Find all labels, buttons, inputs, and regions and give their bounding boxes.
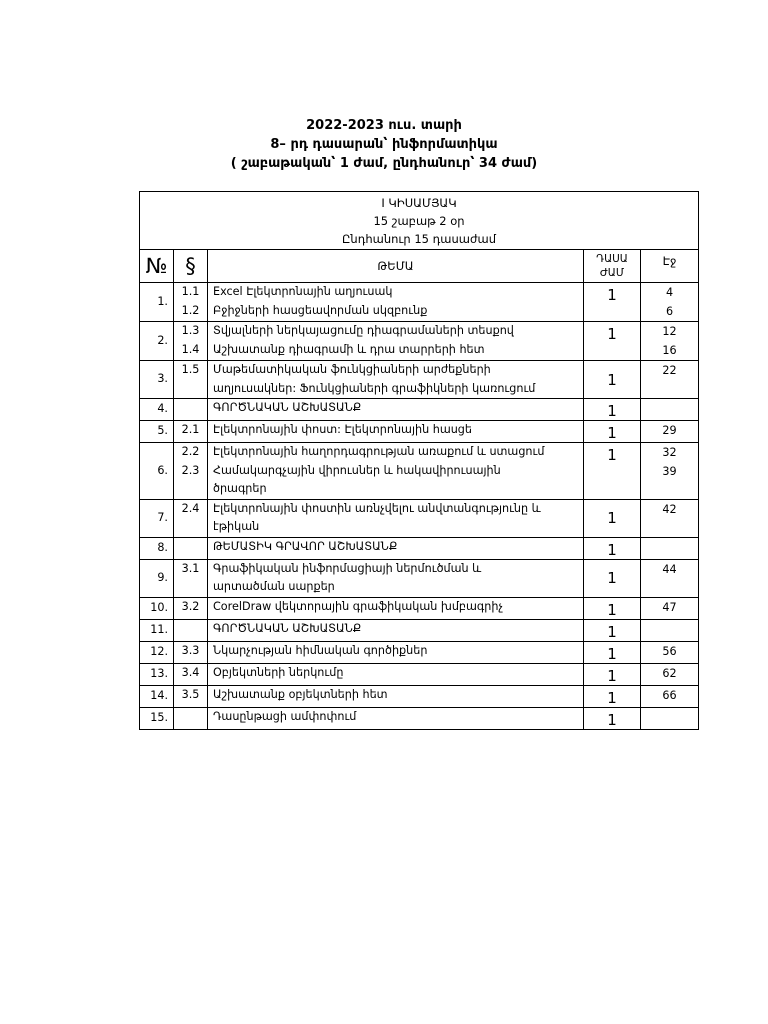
paragraph-number: 1.4: [181, 342, 200, 356]
page-number: 42: [662, 502, 677, 516]
row-topic: [208, 559, 584, 597]
topic-line: Էլեկտրոնային փոստին առնչվելու անվտանգությունը և: [213, 501, 541, 515]
row-number: 11.: [140, 619, 174, 641]
row-pages: [641, 685, 699, 707]
row-topic: [208, 597, 584, 619]
row-number: 10.: [140, 597, 174, 619]
semester-header-row: [140, 192, 699, 250]
row-paragraphs: [174, 707, 208, 729]
topic-line: Տվյալների ներկայացումը դիագրամաների տեսքով: [213, 324, 514, 337]
table-row: [140, 537, 699, 559]
column-header-row: [140, 250, 699, 283]
topic-line: արտածման սարքեր: [213, 580, 335, 593]
semester-total: Ընդհանուր 15 դասաժամ: [342, 232, 497, 246]
semester-weeks: 15 շաբաթ 2 օր: [373, 214, 465, 228]
grade-subject-title: 8– րդ դասարան՝ ինֆորմատիկա: [270, 137, 498, 152]
row-hours: 1: [584, 421, 641, 443]
page-number: 39: [662, 464, 677, 478]
page-number: 47: [662, 600, 677, 614]
curriculum-table: [139, 191, 699, 730]
page-number: 29: [662, 424, 677, 437]
page-number: 66: [662, 688, 677, 702]
row-paragraphs: [174, 399, 208, 421]
row-hours: 1: [584, 283, 641, 322]
row-topic: [208, 399, 584, 421]
row-topic: [208, 619, 584, 641]
row-pages: [641, 399, 699, 421]
row-topic: [208, 499, 584, 537]
topic-line: աղյուսակներ: Ֆունկցիաների գրաֆիկների կառուցում: [213, 381, 536, 395]
column-header-paragraph: §: [174, 250, 208, 283]
topic-line: Բջիջների հասցեավորման սկզբունք: [213, 303, 428, 317]
row-pages: [641, 443, 699, 500]
row-number: 2.: [140, 322, 174, 361]
table-row: [140, 685, 699, 707]
topic-line: Աշխատանք օբյեկտների հետ: [213, 687, 388, 701]
row-paragraphs: [174, 663, 208, 685]
row-pages: [641, 283, 699, 322]
topic-line: Դասընթացի ամփոփում: [213, 709, 357, 723]
page-number: 6: [665, 304, 674, 318]
row-topic: [208, 663, 584, 685]
table-row: [140, 663, 699, 685]
row-topic: [208, 421, 584, 443]
hours-summary: ( շաբաթական՝ 1 ժամ, ընդհանուր՝ 34 ժամ): [230, 156, 538, 171]
row-hours: 1: [584, 443, 641, 500]
page-number: 56: [662, 644, 677, 658]
row-paragraphs: [174, 421, 208, 443]
page-number: 12: [662, 325, 677, 338]
topic-line: Էլեկտրոնային փոստ: Էլեկտրոնային հասցե: [213, 423, 472, 436]
row-number: 3.: [140, 361, 174, 399]
row-paragraphs: [174, 537, 208, 559]
table-row: [140, 499, 699, 537]
table-row: [140, 641, 699, 663]
row-pages: [641, 663, 699, 685]
row-paragraphs: [174, 619, 208, 641]
row-topic: [208, 537, 584, 559]
topic-line: ԹԵՄԱՏԻԿ ԳՐԱՎՈՐ ԱՇԽԱՏԱՆՔ: [213, 539, 398, 553]
table-row: [140, 707, 699, 729]
table-row: [140, 283, 699, 322]
row-pages: [641, 499, 699, 537]
topic-line: CorelDraw վեկտորային գրաֆիկական խմբագրիչ: [213, 599, 503, 613]
row-paragraphs: [174, 685, 208, 707]
table-row: [140, 559, 699, 597]
row-hours: 1: [584, 707, 641, 729]
row-hours: 1: [584, 559, 641, 597]
paragraph-number: 3.2: [181, 599, 200, 613]
topic-line: Աշխատանք դիագրամի և դրա տարրերի հետ: [213, 342, 485, 356]
topic-line: ԳՈՐԾՆԱԿԱՆ ԱՇԽԱՏԱՆՔ: [213, 401, 362, 414]
table-row: [140, 399, 699, 421]
page-number: 44: [662, 562, 677, 576]
row-pages: [641, 322, 699, 361]
row-pages: [641, 641, 699, 663]
page-number: 62: [662, 666, 677, 680]
paragraph-number: 3.1: [181, 561, 200, 575]
row-number: 12.: [140, 641, 174, 663]
row-paragraphs: [174, 559, 208, 597]
paragraph-number: 1.5: [181, 363, 200, 376]
topic-line: ԳՈՐԾՆԱԿԱՆ ԱՇԽԱՏԱՆՔ: [213, 621, 362, 635]
row-topic: [208, 707, 584, 729]
row-hours: 1: [584, 641, 641, 663]
row-number: 8.: [140, 537, 174, 559]
paragraph-number: 2.3: [181, 463, 200, 477]
topic-line: Գրաֆիկական ինֆորմացիայի ներմուծման և: [213, 561, 482, 575]
row-number: 1.: [140, 283, 174, 322]
row-paragraphs: [174, 283, 208, 322]
row-hours: 1: [584, 361, 641, 399]
row-pages: [641, 421, 699, 443]
row-pages: [641, 597, 699, 619]
paragraph-number: 3.3: [181, 643, 200, 657]
row-paragraphs: [174, 361, 208, 399]
row-paragraphs: [174, 597, 208, 619]
row-topic: [208, 685, 584, 707]
row-topic: [208, 443, 584, 500]
row-paragraphs: [174, 322, 208, 361]
row-hours: 1: [584, 499, 641, 537]
column-header-hours: [584, 250, 641, 283]
topic-line: Համակարգչային վիրուսներ և հակավիրուսային: [213, 463, 501, 477]
row-number: 13.: [140, 663, 174, 685]
table-row: [140, 421, 699, 443]
paragraph-number: 2.1: [181, 423, 200, 436]
table-row: [140, 619, 699, 641]
row-pages: [641, 559, 699, 597]
row-pages: [641, 537, 699, 559]
row-number: 5.: [140, 421, 174, 443]
topic-line: Excel Էլեկտրոնային աղյուսակ: [213, 285, 393, 298]
paragraph-number: 2.2: [181, 445, 200, 458]
column-header-hours-line1: ԴԱՍԱ: [596, 253, 628, 265]
row-pages: [641, 361, 699, 399]
row-number: 14.: [140, 685, 174, 707]
school-year-title: 2022-2023 ուս. տարի: [306, 118, 462, 133]
row-pages: [641, 707, 699, 729]
table-row: [140, 361, 699, 399]
row-paragraphs: [174, 443, 208, 500]
column-header-number: №: [140, 250, 174, 283]
paragraph-number: 1.1: [181, 285, 200, 298]
row-paragraphs: [174, 641, 208, 663]
topic-line: էթիկան: [213, 520, 260, 533]
row-hours: 1: [584, 619, 641, 641]
topic-line: Նկարչության հիմնական գործիքներ: [213, 643, 428, 657]
page-number: 4: [665, 286, 674, 299]
row-topic: [208, 283, 584, 322]
row-hours: 1: [584, 663, 641, 685]
row-number: 15.: [140, 707, 174, 729]
paragraph-number: 3.5: [181, 687, 200, 701]
row-number: 4.: [140, 399, 174, 421]
topic-line: Էլեկտրոնային հաղորդագրության առաքում և ստացում: [213, 445, 545, 458]
column-header-hours-line2: ԺԱՄ: [599, 267, 625, 279]
row-number: 6.: [140, 443, 174, 500]
document-header: [0, 116, 768, 173]
semester-info: [140, 192, 699, 250]
page-number: 32: [662, 446, 677, 459]
topic-line: Մաթեմատիկական ֆունկցիաների արժեքների: [213, 363, 491, 376]
row-hours: 1: [584, 685, 641, 707]
row-topic: [208, 322, 584, 361]
row-topic: [208, 641, 584, 663]
table-row: [140, 597, 699, 619]
page-number: 22: [662, 364, 677, 377]
semester-title: I ԿԻՍԱՄՅԱԿ: [381, 196, 457, 210]
row-number: 9.: [140, 559, 174, 597]
table-row: [140, 322, 699, 361]
column-header-theme: ԹԵՄԱ: [208, 250, 584, 283]
row-hours: 1: [584, 322, 641, 361]
row-number: 7.: [140, 499, 174, 537]
topic-line: Օբյեկտների ներկումը: [213, 665, 344, 679]
paragraph-number: 1.3: [181, 324, 200, 337]
row-paragraphs: [174, 499, 208, 537]
row-topic: [208, 361, 584, 399]
row-pages: [641, 619, 699, 641]
page-number: 16: [662, 343, 677, 357]
row-hours: 1: [584, 537, 641, 559]
column-header-page: Էջ: [641, 250, 699, 283]
topic-line: ծրագրեր: [213, 482, 267, 495]
table-row: [140, 443, 699, 500]
paragraph-number: 3.4: [181, 665, 200, 679]
row-hours: 1: [584, 399, 641, 421]
paragraph-number: 2.4: [181, 501, 200, 515]
paragraph-number: 1.2: [181, 303, 200, 317]
row-hours: 1: [584, 597, 641, 619]
